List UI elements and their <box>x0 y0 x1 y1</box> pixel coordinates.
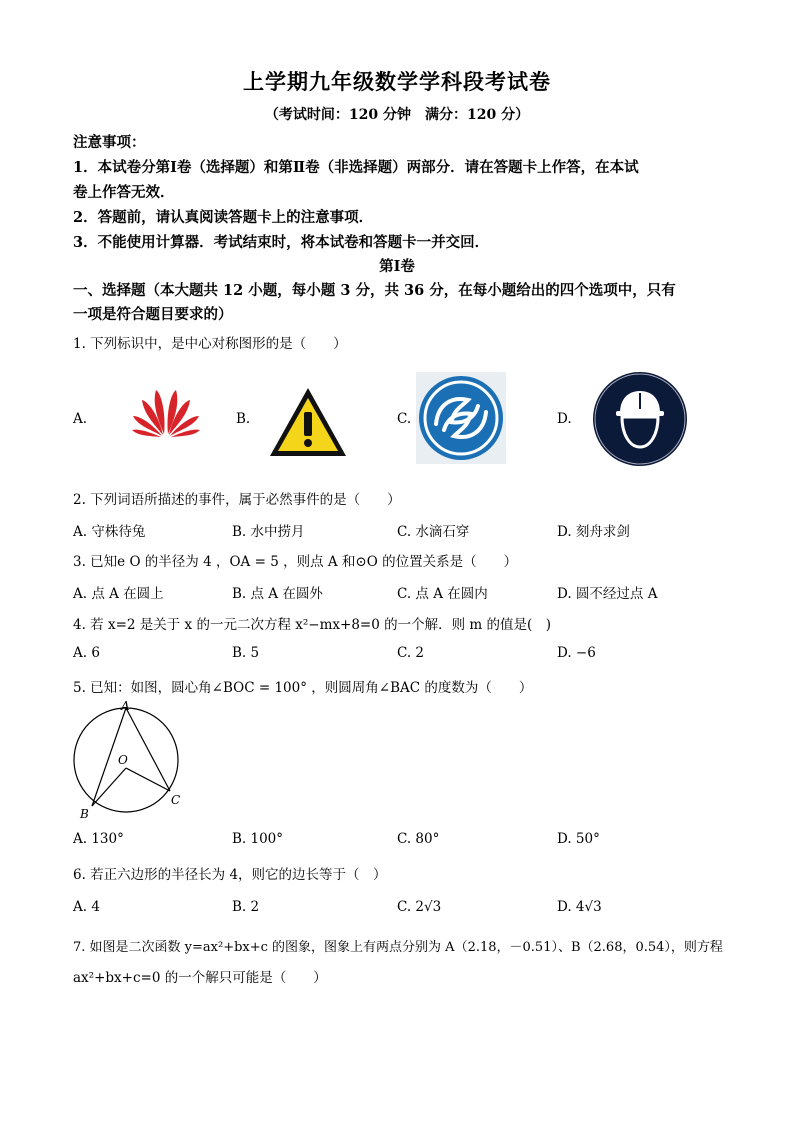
q3-option-c: C. 点 A 在圆内 <box>397 586 488 602</box>
section-heading: 一、选择题（本大题共 12 小题，每小题 3 分，共 36 分，在每小题给出的四个选项中，只有 <box>73 282 676 299</box>
note-item-1: 1．本试卷分第Ⅰ卷（选择题）和第Ⅱ卷（非选择题）两部分．请在答题卡上作答，在本试 <box>73 159 639 176</box>
q3-option-a: A. 点 A 在圆上 <box>73 586 164 602</box>
q4-option-b: B. 5 <box>232 645 260 661</box>
q6-option-a: A. 4 <box>73 899 100 915</box>
q6-option-d: D. 4√3 <box>557 899 602 915</box>
question-1-stem: 1. 下列标识中，是中心对称图形的是（ ） <box>73 336 347 352</box>
point-label-a: A <box>121 699 130 713</box>
note-item-1-cont: 卷上作答无效． <box>73 184 175 201</box>
q3-option-b: B. 点 A 在圆外 <box>232 586 323 602</box>
hard-hat-sign-icon <box>592 371 688 467</box>
page-title: 上学期九年级数学学科段考试卷 <box>243 69 551 94</box>
q4-option-c: C. 2 <box>397 645 425 661</box>
question-2-stem: 2. 下列词语所描述的事件，属于必然事件的是（ ） <box>73 492 401 508</box>
q2-option-b: B. 水中捞月 <box>232 524 305 540</box>
q5-option-a: A. 130° <box>73 831 124 847</box>
question-3-stem: 3. 已知e O 的半径为 4 ，OA = 5 ，则点 A 和⊙O 的位置关系是（ ） <box>73 554 518 570</box>
q5-option-d: D. 50° <box>557 831 600 847</box>
q6-option-b: B. 2 <box>232 899 260 915</box>
point-label-b: B <box>80 807 89 821</box>
q2-option-c: C. 水滴石穿 <box>397 524 470 540</box>
q2-option-a: A. 守株待兔 <box>73 524 146 540</box>
question-7-stem: 7. 如图是二次函数 y=ax²+bx+c 的图象，图象上有两点分别为 A（2.18，－0.51）、B（2.68，0.54），则方程 <box>73 940 723 955</box>
notes-header: 注意事项： <box>73 134 146 151</box>
question-7-stem-cont: ax²+bx+c=0 的一个解只可能是（ ） <box>73 970 327 986</box>
question-6-stem: 6. 若正六边形的半径长为 4，则它的边长等于（ ） <box>73 867 387 883</box>
warning-triangle-icon <box>268 386 348 458</box>
q1-option-d: D. <box>557 411 572 427</box>
q4-option-a: A. 6 <box>73 645 100 661</box>
point-label-o: O <box>118 753 128 767</box>
q1-option-c: C. <box>397 411 412 427</box>
q5-option-c: C. 80° <box>397 831 440 847</box>
question-5-stem: 5. 已知：如图，圆心角∠BOC = 100° ，则圆周角∠BAC 的度数为（ ） <box>73 680 533 696</box>
note-item-2: 2．答题前，请认真阅读答题卡上的注意事项． <box>73 209 374 226</box>
q2-option-d: D. 刻舟求剑 <box>557 524 630 540</box>
exam-info: （考试时间：120 分钟 满分：120 分） <box>264 107 530 123</box>
china-mobile-logo-icon <box>416 372 506 464</box>
q1-option-b: B. <box>236 411 251 427</box>
huawei-logo-icon <box>130 386 202 438</box>
question-4-stem: 4. 若 x=2 是关于 x 的一元二次方程 x²−mx+8=0 的一个解．则 m 的值是( ) <box>73 617 552 633</box>
volume-title: 第Ⅰ卷 <box>379 258 415 275</box>
note-item-3: 3．不能使用计算器．考试结束时，将本试卷和答题卡一并交回． <box>73 234 490 251</box>
radius-ob <box>92 768 126 806</box>
chord-ac <box>126 708 170 791</box>
point-label-c: C <box>171 793 181 807</box>
q1-option-a: A. <box>73 411 88 427</box>
section-heading-cont: 一项是符合题目要求的） <box>73 306 233 323</box>
q3-option-d: D. 圆不经过点 A <box>557 586 658 602</box>
q6-option-c: C. 2√3 <box>397 899 442 915</box>
circle-angle-figure <box>70 698 186 824</box>
q4-option-d: D. −6 <box>557 645 596 661</box>
q5-option-b: B. 100° <box>232 831 284 847</box>
